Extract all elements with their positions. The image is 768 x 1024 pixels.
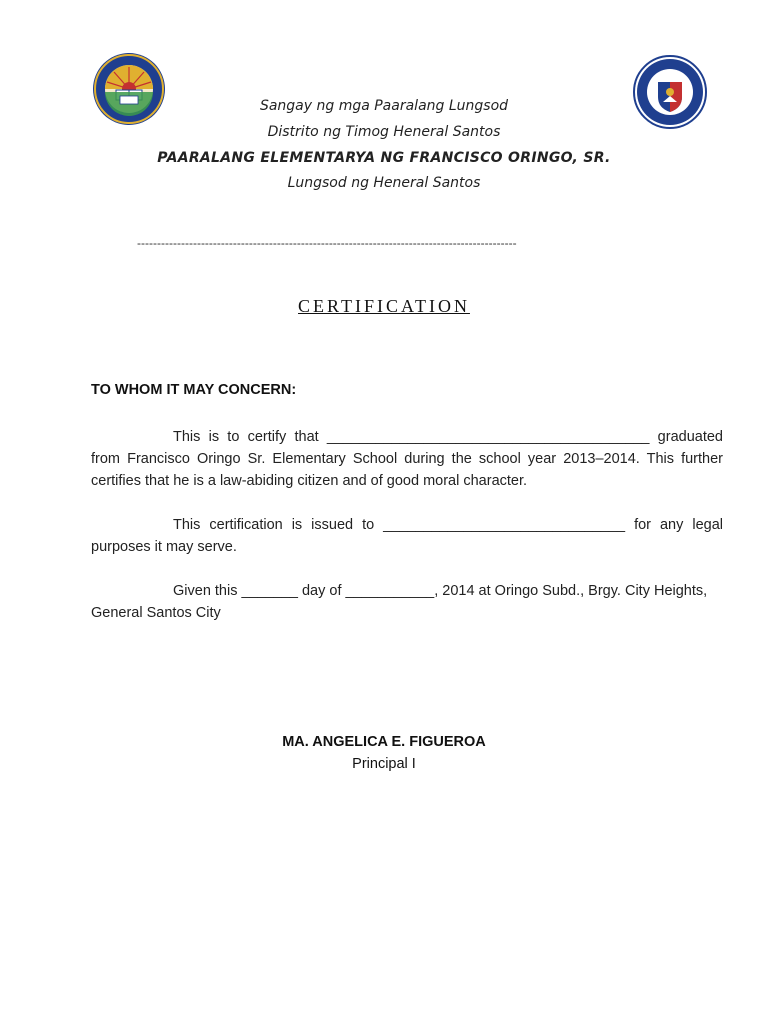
salutation: TO WHOM IT MAY CONCERN: bbox=[91, 382, 297, 398]
header-school-name: PAARALANG ELEMENTARYA NG FRANCISCO ORINGO, SR. bbox=[157, 150, 611, 166]
separator-line: ----------------------------------------------------------------------------------------------- bbox=[137, 236, 517, 250]
signatory-title: Principal I bbox=[352, 756, 416, 772]
header-city: Lungsod ng Heneral Santos bbox=[287, 175, 481, 191]
paragraph-certify bbox=[91, 426, 723, 492]
document-title: CERTIFICATION bbox=[298, 296, 470, 316]
paragraph-certify-text: This is to certify that ________________________________________ graduated from Francisco Oringo Sr. Elementary School during the school year 2013–2014. This further certifies that he is a law-abiding citizen and of good moral character. bbox=[91, 429, 723, 489]
paragraph-given-text: Given this _______ day of ___________, 2014 at Oringo Subd., Brgy. City Heights, General Santos City bbox=[91, 583, 708, 621]
paragraph-issued-text: This certification is issued to ______________________________ for any legal purposes it may serve. bbox=[91, 517, 723, 555]
header-district: Distrito ng Timog Heneral Santos bbox=[267, 124, 501, 140]
school-seal-icon bbox=[92, 52, 166, 126]
deped-seal-icon bbox=[631, 52, 709, 132]
header-division: Sangay ng mga Paaralang Lungsod bbox=[259, 98, 509, 114]
paragraph-issued bbox=[91, 514, 723, 558]
signatory-name: MA. ANGELICA E. FIGUEROA bbox=[282, 734, 486, 750]
paragraph-given bbox=[91, 580, 723, 624]
